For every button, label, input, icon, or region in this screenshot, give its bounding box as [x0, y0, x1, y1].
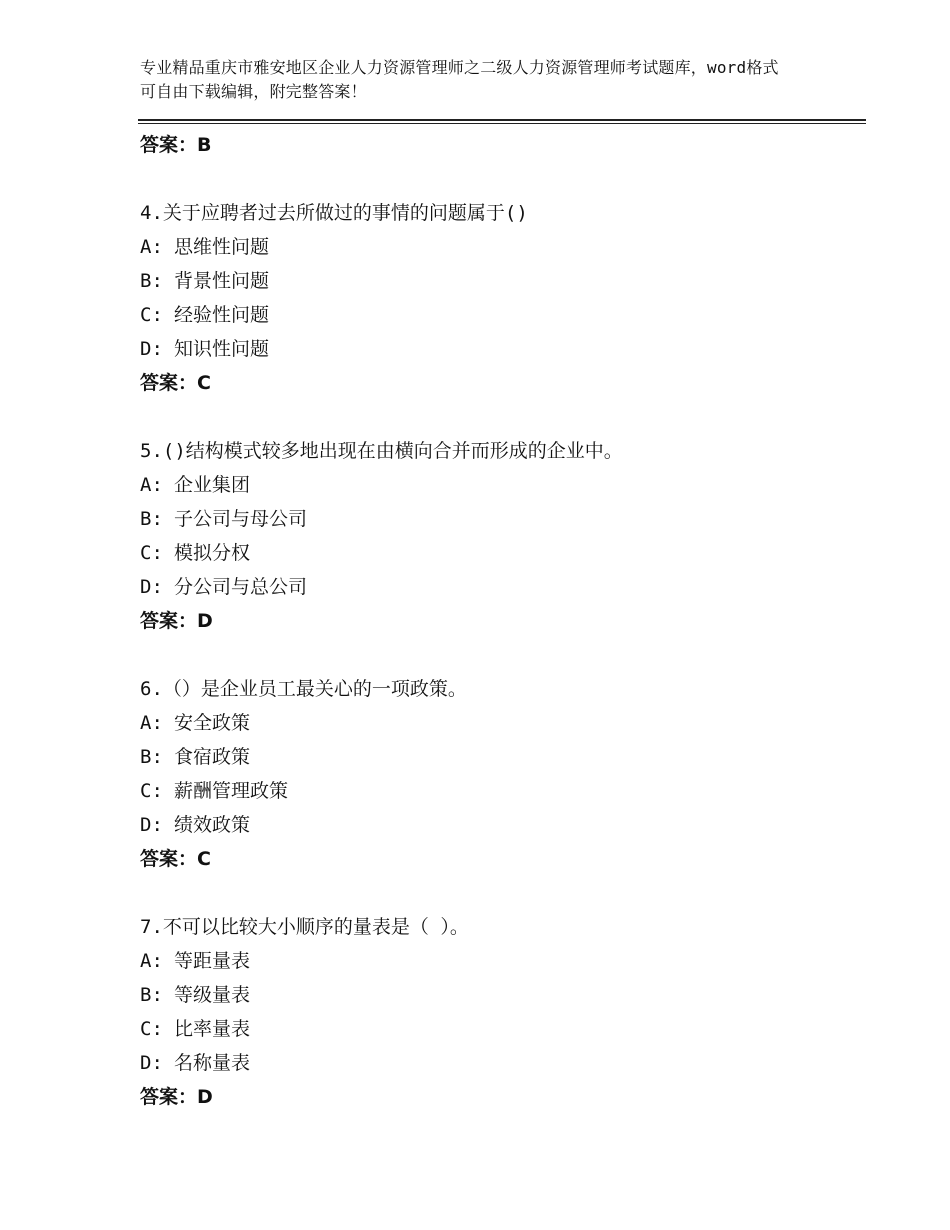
option-text: 薪酬管理政策 — [174, 780, 289, 802]
answer-line: 答案：C — [140, 848, 211, 870]
option-letter: C: — [140, 304, 163, 326]
option-c — [140, 536, 860, 570]
question-text: 7.不可以比较大小顺序的量表是（ ）。 — [140, 916, 469, 938]
option-letter: B: — [140, 508, 163, 530]
option-b — [140, 502, 860, 536]
option-text: 比率量表 — [174, 1018, 251, 1040]
question-6 — [140, 672, 860, 876]
option-d — [140, 570, 860, 604]
option-text: 分公司与总公司 — [174, 576, 308, 598]
option-letter: C: — [140, 542, 163, 564]
option-letter: A: — [140, 236, 163, 258]
answer-line: 答案：C — [140, 372, 211, 394]
option-letter: D: — [140, 576, 163, 598]
option-text: 知识性问题 — [174, 338, 270, 360]
option-letter: B: — [140, 270, 163, 292]
option-a — [140, 230, 860, 264]
option-d — [140, 1046, 860, 1080]
option-text: 食宿政策 — [174, 746, 251, 768]
option-text: 背景性问题 — [174, 270, 270, 292]
question-7 — [140, 910, 860, 1114]
option-b — [140, 740, 860, 774]
option-text: 等距量表 — [174, 950, 251, 972]
header-divider-thin — [138, 123, 866, 124]
header-divider — [138, 119, 866, 125]
option-a — [140, 468, 860, 502]
document-header: 专业精品重庆市雅安地区企业人力资源管理师之二级人力资源管理师考试题库，word格式可自由下载编辑，附完整答案！ — [140, 58, 779, 101]
option-letter: D: — [140, 1052, 163, 1074]
question-5 — [140, 434, 860, 638]
option-letter: C: — [140, 1018, 163, 1040]
option-letter: A: — [140, 950, 163, 972]
option-d — [140, 332, 860, 366]
option-text: 模拟分权 — [174, 542, 251, 564]
question-text: 5.()结构模式较多地出现在由横向合并而形成的企业中。 — [140, 440, 623, 462]
option-d — [140, 808, 860, 842]
answer-line: 答案：D — [140, 1086, 213, 1108]
option-text: 经验性问题 — [174, 304, 270, 326]
option-text: 思维性问题 — [174, 236, 270, 258]
option-a — [140, 944, 860, 978]
option-text: 企业集团 — [174, 474, 251, 496]
option-c — [140, 774, 860, 808]
option-text: 名称量表 — [174, 1052, 251, 1074]
option-letter: A: — [140, 712, 163, 734]
question-4 — [140, 196, 860, 400]
option-c — [140, 1012, 860, 1046]
option-c — [140, 298, 860, 332]
document-body — [140, 128, 860, 1114]
option-b — [140, 978, 860, 1012]
question-text: 6.（）是企业员工最关心的一项政策。 — [140, 678, 467, 700]
option-text: 绩效政策 — [174, 814, 251, 836]
option-b — [140, 264, 860, 298]
option-text: 等级量表 — [174, 984, 251, 1006]
option-letter: B: — [140, 984, 163, 1006]
option-text: 安全政策 — [174, 712, 251, 734]
option-letter: D: — [140, 814, 163, 836]
option-letter: A: — [140, 474, 163, 496]
header-divider-thick — [138, 119, 866, 121]
option-text: 子公司与母公司 — [174, 508, 308, 530]
answer-line: 答案：D — [140, 610, 213, 632]
option-letter: D: — [140, 338, 163, 360]
question-text: 4.关于应聘者过去所做过的事情的问题属于() — [140, 202, 528, 224]
option-letter: C: — [140, 780, 163, 802]
option-a — [140, 706, 860, 740]
answer-line: 答案：B — [140, 134, 212, 156]
option-letter: B: — [140, 746, 163, 768]
